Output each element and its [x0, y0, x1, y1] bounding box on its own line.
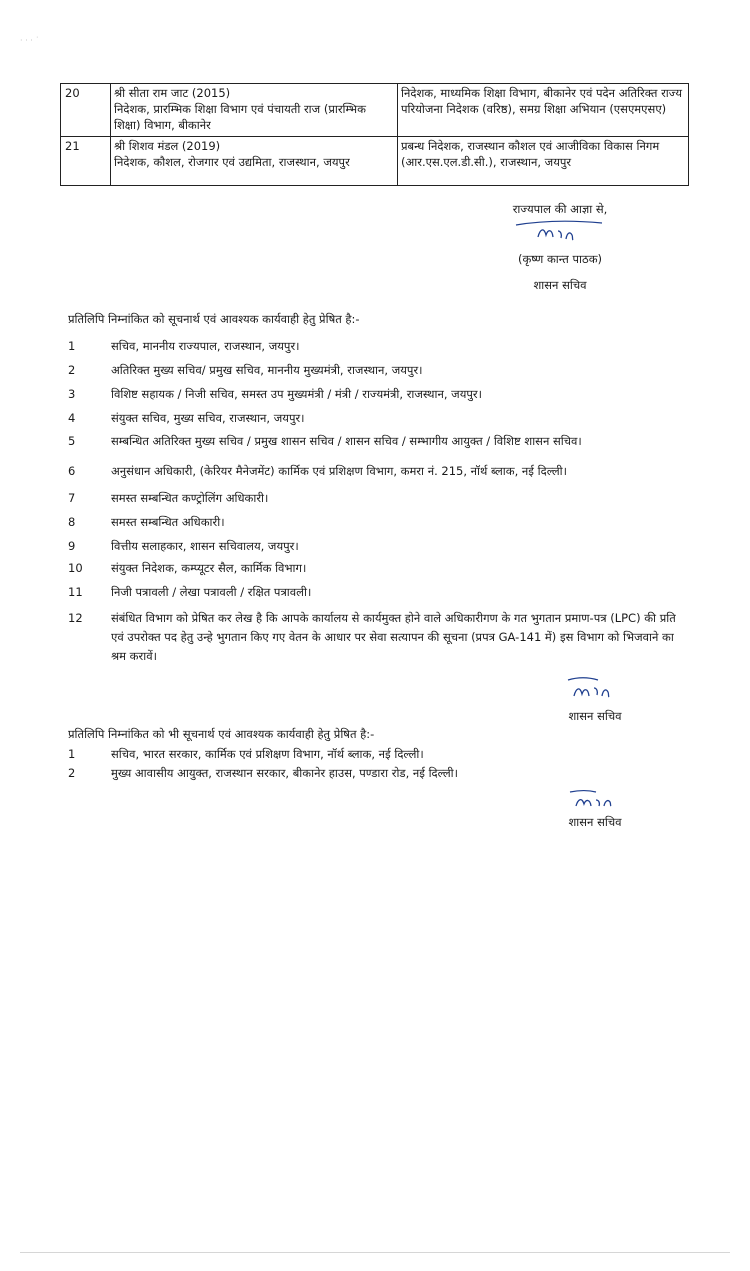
- handwritten-signature: [560, 786, 630, 812]
- list-item-number: 6: [68, 464, 76, 478]
- row-number: 20: [61, 84, 111, 137]
- list-item-number: 4: [68, 411, 76, 425]
- officer-new-post: प्रबन्ध निदेशक, राजस्थान कौशल एवं आजीविका विकास निगम (आर.एस.एल.डी.सी.), राजस्थान, जयपुर: [398, 137, 689, 186]
- signatory-name: (कृष्ण कान्त पाठक): [517, 252, 603, 266]
- order-signature-block: [470, 201, 650, 293]
- officer-current-post: निदेशक, प्रारम्भिक शिक्षा विभाग एवं पंचायती राज (प्रारम्भिक शिक्षा) विभाग, बीकानेर: [114, 102, 366, 132]
- table-row: [61, 137, 689, 186]
- list-item-text: संयुक्त निदेशक, कम्प्यूटर सैल, कार्मिक विभाग।: [111, 561, 307, 575]
- list-item-text: विशिष्ट सहायक / निजी सचिव, समस्त उप मुख्यमंत्री / मंत्री / राज्यमंत्री, राजस्थान, जयपुर।: [111, 387, 482, 401]
- list-item-text: समस्त सम्बन्धित अधिकारी।: [111, 515, 225, 529]
- by-order-line: राज्यपाल की आज्ञा से,: [512, 202, 608, 216]
- list-item-number: 2: [68, 363, 76, 377]
- list-item-text: संबंधित विभाग को प्रेषित कर लेख है कि आपके कार्यालय से कार्यमुक्त होने वाले अधिकारीगण के गत भुगतान प्रमाण-पत्र (LPC) की प्रति एवं उपरोक्त पद हेतु उन्हे भुगतान किए गए वेतन के आधार पर सेवा सत्यापन की सूचना (प्रपत्र GA-141 में) इस विभाग को भिजवाने का श्रम करावें।: [111, 611, 676, 663]
- list-item-number: 12: [68, 611, 83, 625]
- copy-list-signature-block: [540, 786, 650, 830]
- officer-cell: [111, 84, 398, 137]
- list-item-text: सचिव, भारत सरकार, कार्मिक एवं प्रशिक्षण विभाग, नॉर्थ ब्लाक, नई दिल्ली।: [111, 747, 424, 761]
- officer-name: श्री सीता राम जाट (2015): [114, 86, 231, 100]
- list-item-text: समस्त सम्बन्धित कण्ट्रोलिंग अधिकारी।: [111, 491, 269, 505]
- list-item-text: वित्तीय सलाहकार, शासन सचिवालय, जयपुर।: [111, 539, 299, 553]
- signatory-designation: शासन सचिव: [568, 815, 622, 829]
- copy-list-intro: प्रतिलिपि निम्नांकित को भी सूचनार्थ एवं आवश्यक कार्यवाही हेतु प्रेषित है:-: [68, 727, 375, 741]
- list-item-number: 1: [68, 339, 76, 353]
- copy-list-signature-block: [540, 672, 650, 724]
- handwritten-signature: [510, 217, 610, 245]
- list-item-number: 3: [68, 387, 76, 401]
- list-item-number: 10: [68, 561, 83, 575]
- list-item-text: निजी पत्रावली / लेखा पत्रावली / रक्षित पत्रावली।: [111, 585, 312, 599]
- signatory-designation: शासन सचिव: [568, 709, 622, 723]
- copy-list-intro: प्रतिलिपि निम्नांकित को सूचनार्थ एवं आवश्यक कार्यवाही हेतु प्रेषित है:-: [68, 312, 360, 326]
- list-item-text: सचिव, माननीय राज्यपाल, राजस्थान, जयपुर।: [111, 339, 300, 353]
- officer-current-post: निदेशक, कौशल, रोजगार एवं उद्यमिता, राजस्थान, जयपुर: [114, 155, 350, 169]
- list-item-text: अतिरिक्त मुख्य सचिव/ प्रमुख सचिव, माननीय मुख्यमंत्री, राजस्थान, जयपुर।: [111, 363, 423, 377]
- officer-cell: [111, 137, 398, 186]
- row-number: 21: [61, 137, 111, 186]
- officer-name: श्री शिशव मंडल (2019): [114, 139, 221, 153]
- list-item-number: 9: [68, 539, 76, 553]
- list-item-number: 1: [68, 747, 76, 761]
- list-item-text: सम्बन्धित अतिरिक्त मुख्य सचिव / प्रमुख शासन सचिव / शासन सचिव / सम्भागीय आयुक्त / विशिष्ट शासन सचिव।: [111, 434, 582, 448]
- signatory-designation: शासन सचिव: [533, 278, 587, 292]
- page-bottom-edge: [20, 1252, 730, 1253]
- list-item-text: अनुसंधान अधिकारी, (केरियर मैनेजमेंट) कार्मिक एवं प्रशिक्षण विभाग, कमरा नं. 215, नॉर्थ ब्लाक, नई दिल्ली।: [111, 464, 568, 478]
- list-item-text: मुख्य आवासीय आयुक्त, राजस्थान सरकार, बीकानेर हाउस, पण्डारा रोड, नई दिल्ली।: [111, 766, 458, 780]
- scan-speck: · · · ˙: [20, 36, 40, 45]
- table-row: [61, 84, 689, 137]
- list-item-number: 7: [68, 491, 76, 505]
- list-item-number: 5: [68, 434, 76, 448]
- list-item-number: 2: [68, 766, 76, 780]
- handwritten-signature: [560, 672, 630, 702]
- list-item-text: संयुक्त सचिव, मुख्य सचिव, राजस्थान, जयपुर।: [111, 411, 305, 425]
- officer-new-post: निदेशक, माध्यमिक शिक्षा विभाग, बीकानेर एवं पदेन अतिरिक्त राज्य परियोजना निदेशक (वरिष्ठ), समग्र शिक्षा अभियान (एसएमएसए): [398, 84, 689, 137]
- officer-transfer-table: [60, 83, 689, 186]
- list-item-number: 8: [68, 515, 76, 529]
- list-item-number: 11: [68, 585, 83, 599]
